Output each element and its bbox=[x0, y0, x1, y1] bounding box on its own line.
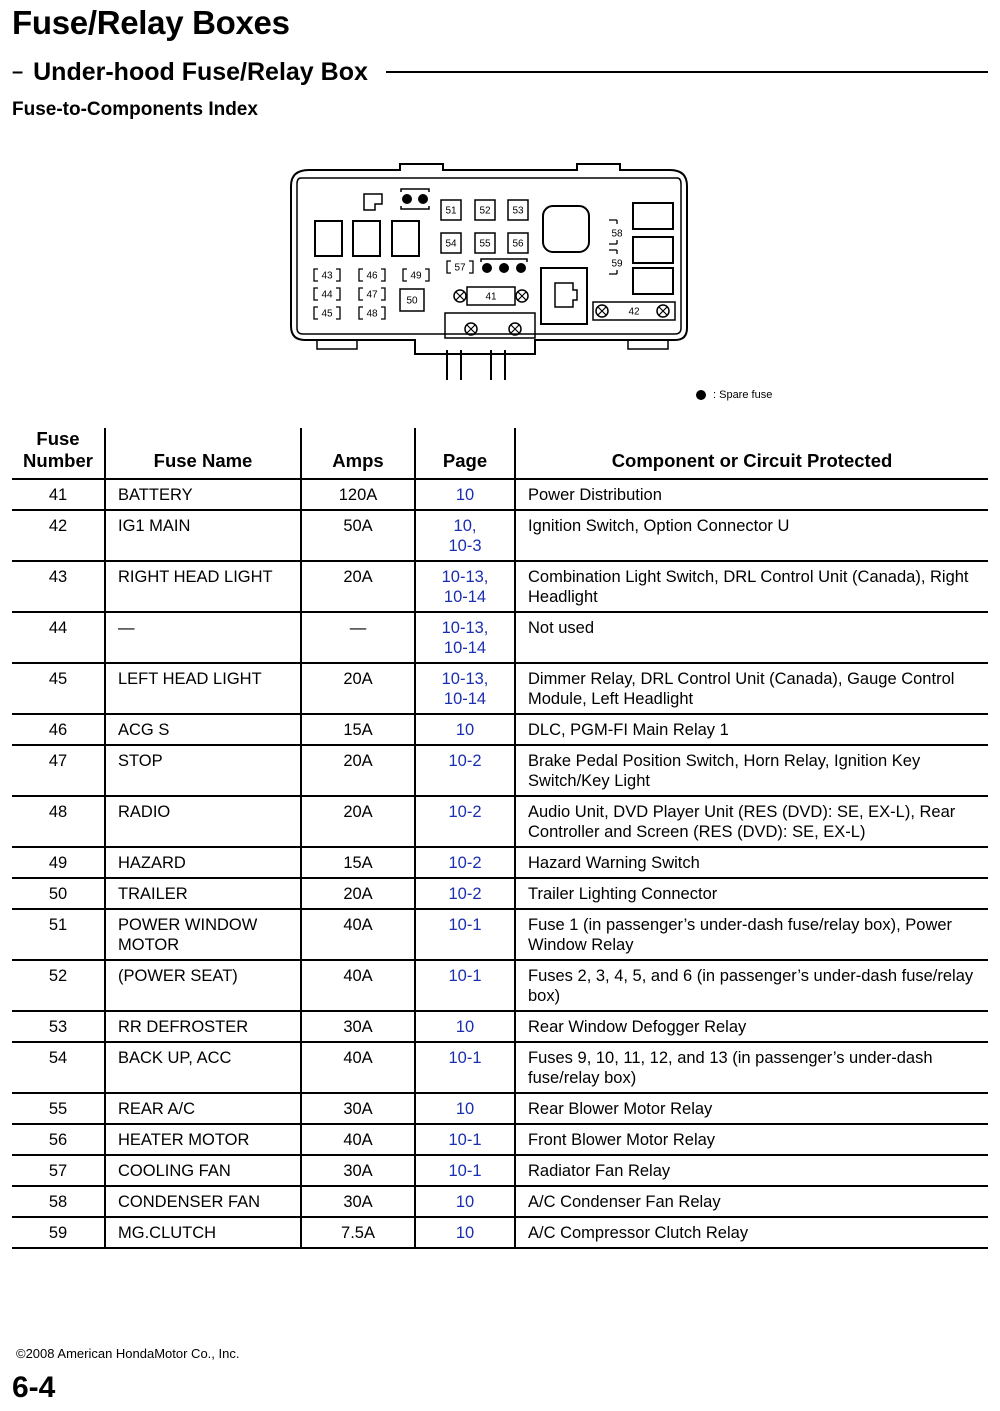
relay-slot bbox=[633, 203, 673, 229]
fuse-label-41: 41 bbox=[485, 291, 497, 303]
page-link[interactable]: 10 bbox=[455, 721, 475, 739]
fuse-name-cell: HEATER MOTOR bbox=[105, 1124, 301, 1155]
amps-cell: 30A bbox=[301, 1155, 415, 1186]
amps-cell: — bbox=[301, 612, 415, 663]
fuse-name-cell: RR DEFROSTER bbox=[105, 1011, 301, 1042]
amps-cell: 120A bbox=[301, 479, 415, 510]
relay-slot bbox=[315, 221, 342, 256]
page-number: 6-4 bbox=[12, 1371, 56, 1404]
fuse-name-cell: BACK UP, ACC bbox=[105, 1042, 301, 1093]
fuse-number-cell: 44 bbox=[12, 612, 105, 663]
relay-slot bbox=[353, 221, 380, 256]
fuse-number-cell: 59 bbox=[12, 1217, 105, 1248]
page-link[interactable]: 10-2 bbox=[448, 854, 482, 872]
relay-slot bbox=[633, 237, 673, 263]
fuse-label-43: 43 bbox=[321, 270, 333, 282]
amps-cell: 7.5A bbox=[301, 1217, 415, 1248]
fuse-label-50: 50 bbox=[406, 295, 418, 307]
page-link[interactable]: 10 bbox=[455, 1224, 475, 1242]
legend-text: : Spare fuse bbox=[713, 389, 773, 401]
page-ref-cell bbox=[415, 1186, 515, 1217]
page-ref-cell bbox=[415, 612, 515, 663]
spare-fuse-dot bbox=[482, 263, 492, 273]
page-ref-cell bbox=[415, 847, 515, 878]
table-row bbox=[12, 796, 988, 847]
component-cell: Brake Pedal Position Switch, Horn Relay, Ignition Key Switch/Key Light bbox=[515, 745, 988, 796]
amps-cell: 40A bbox=[301, 1124, 415, 1155]
fuse-name-cell: — bbox=[105, 612, 301, 663]
amps-cell: 30A bbox=[301, 1011, 415, 1042]
fuse-number-cell: 46 bbox=[12, 714, 105, 745]
amps-cell: 20A bbox=[301, 796, 415, 847]
fuse-label-47: 47 bbox=[366, 289, 378, 301]
bolt-cross bbox=[467, 325, 519, 333]
table-row bbox=[12, 663, 988, 714]
page-ref-cell bbox=[415, 960, 515, 1011]
amps-cell: 30A bbox=[301, 1186, 415, 1217]
page-ref-cell bbox=[415, 663, 515, 714]
page-ref-cell bbox=[415, 1042, 515, 1093]
component-cell: A/C Compressor Clutch Relay bbox=[515, 1217, 988, 1248]
page-ref-cell bbox=[415, 909, 515, 960]
fuse-label-42: 42 bbox=[628, 306, 640, 318]
fuse-label-52: 52 bbox=[479, 205, 491, 217]
fuse-number-cell: 41 bbox=[12, 479, 105, 510]
table-row bbox=[12, 1011, 988, 1042]
col-header-component: Component or Circuit Protected bbox=[515, 428, 988, 479]
table-row bbox=[12, 561, 988, 612]
amps-cell: 50A bbox=[301, 510, 415, 561]
page-link[interactable]: 10-13, 10-14 bbox=[441, 568, 489, 606]
fuse-number-cell: 49 bbox=[12, 847, 105, 878]
amps-cell: 40A bbox=[301, 909, 415, 960]
page-link[interactable]: 10-2 bbox=[448, 752, 482, 770]
fuse-name-cell: MG.CLUTCH bbox=[105, 1217, 301, 1248]
component-cell: Ignition Switch, Option Connector U bbox=[515, 510, 988, 561]
fuse-index-table bbox=[12, 428, 988, 1249]
component-cell: Power Distribution bbox=[515, 479, 988, 510]
component-cell: Fuse 1 (in passenger’s under-dash fuse/relay box), Power Window Relay bbox=[515, 909, 988, 960]
fuse-number-cell: 43 bbox=[12, 561, 105, 612]
table-row bbox=[12, 510, 988, 561]
fuse-name-cell: BATTERY bbox=[105, 479, 301, 510]
fuse-number-cell: 47 bbox=[12, 745, 105, 796]
fuse-number-cell: 51 bbox=[12, 909, 105, 960]
page-link[interactable]: 10 bbox=[455, 486, 475, 504]
fuse-label-46: 46 bbox=[366, 270, 378, 282]
component-cell: Not used bbox=[515, 612, 988, 663]
page-link[interactable]: 10 bbox=[455, 1018, 475, 1036]
relay-slot bbox=[633, 268, 673, 294]
fuse-label-54: 54 bbox=[445, 238, 457, 250]
page-link[interactable]: 10-1 bbox=[448, 967, 482, 985]
fuse-number-cell: 52 bbox=[12, 960, 105, 1011]
table-row bbox=[12, 909, 988, 960]
fuse-name-cell: IG1 MAIN bbox=[105, 510, 301, 561]
amps-cell: 40A bbox=[301, 1042, 415, 1093]
page-ref-cell bbox=[415, 878, 515, 909]
fuse-number-cell: 50 bbox=[12, 878, 105, 909]
spare-fuse-dot bbox=[402, 194, 412, 204]
index-title: Fuse-to-Components Index bbox=[12, 99, 258, 120]
page-link[interactable]: 10 bbox=[455, 1100, 475, 1118]
page-ref-cell bbox=[415, 796, 515, 847]
component-cell: A/C Condenser Fan Relay bbox=[515, 1186, 988, 1217]
table-row bbox=[12, 1042, 988, 1093]
component-cell: Fuses 2, 3, 4, 5, and 6 (in passenger’s under-dash fuse/relay box) bbox=[515, 960, 988, 1011]
fuse-number-cell: 45 bbox=[12, 663, 105, 714]
fuse-label-58: 58 bbox=[611, 228, 623, 240]
fuse-label-56: 56 bbox=[512, 238, 524, 250]
small-connector bbox=[364, 194, 382, 210]
component-cell: Dimmer Relay, DRL Control Unit (Canada), Gauge Control Module, Left Headlight bbox=[515, 663, 988, 714]
col-header-fuse-number bbox=[12, 428, 105, 479]
fuse-label-53: 53 bbox=[512, 205, 524, 217]
fuse-number-cell: 55 bbox=[12, 1093, 105, 1124]
fuse-name-cell: COOLING FAN bbox=[105, 1155, 301, 1186]
fuse-label-57: 57 bbox=[454, 262, 466, 274]
fuse-number-cell: 57 bbox=[12, 1155, 105, 1186]
fuse-number-cell: 54 bbox=[12, 1042, 105, 1093]
page-link[interactable]: 10-13, 10-14 bbox=[441, 619, 489, 657]
amps-cell: 15A bbox=[301, 714, 415, 745]
fuse-label-51: 51 bbox=[445, 205, 457, 217]
table-row bbox=[12, 960, 988, 1011]
fuse-number-cell: 53 bbox=[12, 1011, 105, 1042]
section-title: Under-hood Fuse/Relay Box bbox=[33, 57, 368, 86]
fuse-name-cell: ACG S bbox=[105, 714, 301, 745]
component-cell: Audio Unit, DVD Player Unit (RES (DVD): SE, EX-L), Rear Controller and Screen (RES (DVD): SE, EX-L) bbox=[515, 796, 988, 847]
fuse-number-cell: 42 bbox=[12, 510, 105, 561]
spare-fuse-legend bbox=[696, 389, 772, 401]
relay-slot bbox=[392, 221, 419, 256]
page-link[interactable]: 10-1 bbox=[448, 916, 482, 934]
section-rule bbox=[386, 71, 988, 73]
component-cell: Front Blower Motor Relay bbox=[515, 1124, 988, 1155]
spare-fuse-dot bbox=[499, 263, 509, 273]
fuse-name-cell: LEFT HEAD LIGHT bbox=[105, 663, 301, 714]
page-link[interactable]: 10, 10-3 bbox=[448, 517, 482, 555]
fuse-label-55: 55 bbox=[479, 238, 491, 250]
component-cell: Hazard Warning Switch bbox=[515, 847, 988, 878]
fuse-number-cell: 56 bbox=[12, 1124, 105, 1155]
section-header bbox=[12, 56, 988, 88]
section-dash: – bbox=[12, 60, 24, 83]
amps-cell: 20A bbox=[301, 745, 415, 796]
amps-cell: 30A bbox=[301, 1093, 415, 1124]
fuse-name-cell: RADIO bbox=[105, 796, 301, 847]
fuse-name-cell: RIGHT HEAD LIGHT bbox=[105, 561, 301, 612]
mount-foot bbox=[317, 340, 357, 349]
copyright: ©2008 American HondaMotor Co., Inc. bbox=[16, 1346, 240, 1361]
connector-socket bbox=[541, 268, 587, 324]
fuse-label-45: 45 bbox=[321, 308, 333, 320]
table-row bbox=[12, 878, 988, 909]
table-row bbox=[12, 1217, 988, 1248]
table-row bbox=[12, 745, 988, 796]
component-cell: Rear Blower Motor Relay bbox=[515, 1093, 988, 1124]
amps-cell: 20A bbox=[301, 663, 415, 714]
fuse-number-cell: 48 bbox=[12, 796, 105, 847]
spare-bracket bbox=[481, 259, 527, 262]
relay-slot bbox=[543, 206, 589, 252]
table-row bbox=[12, 847, 988, 878]
fuse-name-cell: STOP bbox=[105, 745, 301, 796]
page-ref-cell bbox=[415, 561, 515, 612]
page-title: Fuse/Relay Boxes bbox=[12, 4, 290, 41]
page-ref-cell bbox=[415, 479, 515, 510]
component-cell: Fuses 9, 10, 11, 12, and 13 (in passenger’s under-dash fuse/relay box) bbox=[515, 1042, 988, 1093]
component-cell: DLC, PGM-FI Main Relay 1 bbox=[515, 714, 988, 745]
component-cell: Trailer Lighting Connector bbox=[515, 878, 988, 909]
fuse-label-48: 48 bbox=[366, 308, 378, 320]
page-link[interactable]: 10 bbox=[455, 1193, 475, 1211]
page-link[interactable]: 10-1 bbox=[448, 1162, 482, 1180]
page-ref-cell bbox=[415, 1217, 515, 1248]
component-cell: Radiator Fan Relay bbox=[515, 1155, 988, 1186]
fuse-name-cell: HAZARD bbox=[105, 847, 301, 878]
page-ref-cell bbox=[415, 1155, 515, 1186]
page-link[interactable]: 10-1 bbox=[448, 1131, 482, 1149]
amps-cell: 20A bbox=[301, 878, 415, 909]
table-row bbox=[12, 714, 988, 745]
fuse-label-59: 59 bbox=[611, 258, 623, 270]
table-row bbox=[12, 1155, 988, 1186]
col-header-page: Page bbox=[415, 428, 515, 479]
page-link[interactable]: 10-2 bbox=[448, 803, 482, 821]
fuse-name-cell: REAR A/C bbox=[105, 1093, 301, 1124]
page-ref-cell bbox=[415, 1011, 515, 1042]
col-header-amps: Amps bbox=[301, 428, 415, 479]
fuse-label-49: 49 bbox=[410, 270, 422, 282]
page-ref-cell bbox=[415, 745, 515, 796]
table-header-row bbox=[12, 428, 988, 479]
component-cell: Rear Window Defogger Relay bbox=[515, 1011, 988, 1042]
table-row bbox=[12, 479, 988, 510]
spare-fuse-dot-icon bbox=[696, 390, 706, 400]
page-ref-cell bbox=[415, 1124, 515, 1155]
fuse-name-cell: POWER WINDOW MOTOR bbox=[105, 909, 301, 960]
amps-cell: 40A bbox=[301, 960, 415, 1011]
table-row bbox=[12, 1093, 988, 1124]
connector-pin bbox=[555, 283, 577, 307]
amps-cell: 15A bbox=[301, 847, 415, 878]
fuse-name-cell: TRAILER bbox=[105, 878, 301, 909]
component-cell: Combination Light Switch, DRL Control Unit (Canada), Right Headlight bbox=[515, 561, 988, 612]
page-link[interactable]: 10-1 bbox=[448, 1049, 482, 1067]
spare-fuse-dot bbox=[516, 263, 526, 273]
fuse-name-cell: (POWER SEAT) bbox=[105, 960, 301, 1011]
page-link[interactable]: 10-13, 10-14 bbox=[441, 670, 489, 708]
fuse-label-44: 44 bbox=[321, 289, 333, 301]
table-row bbox=[12, 612, 988, 663]
fuse-box-diagram bbox=[285, 158, 695, 390]
fuse-number-cell: 58 bbox=[12, 1186, 105, 1217]
col-header-fuse-number-text: Fuse Number bbox=[23, 428, 93, 471]
mount-foot bbox=[628, 340, 668, 349]
table-row bbox=[12, 1124, 988, 1155]
page-ref-cell bbox=[415, 510, 515, 561]
amps-cell: 20A bbox=[301, 561, 415, 612]
spare-fuse-dot bbox=[418, 194, 428, 204]
fuse-name-cell: CONDENSER FAN bbox=[105, 1186, 301, 1217]
page-ref-cell bbox=[415, 714, 515, 745]
page-ref-cell bbox=[415, 1093, 515, 1124]
page-link[interactable]: 10-2 bbox=[448, 885, 482, 903]
table-row bbox=[12, 1186, 988, 1217]
col-header-fuse-name: Fuse Name bbox=[105, 428, 301, 479]
